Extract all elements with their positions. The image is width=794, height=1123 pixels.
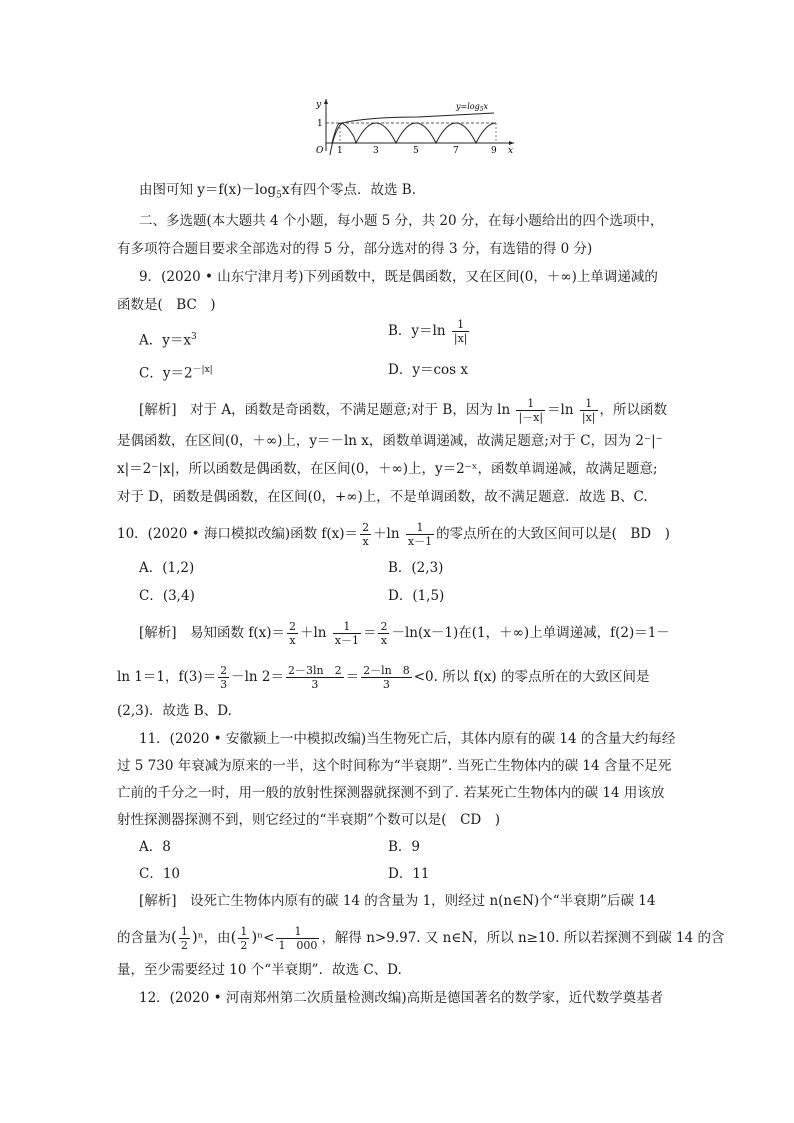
tick-5: 5 xyxy=(413,146,419,156)
q10-stem: 10．(2020 • 海口模拟改编)函数 f(x)＝ $\frac{2}{x}$ ＋ln $\frac{1}{x-1}$ 的零点所在的大致区间可以是( BD ) xyxy=(117,521,670,548)
q10-analysis-1: [解析] 易知函数 f(x)＝ $\frac{2}{x}$ ＋ln $\frac{1}{x-1}$ ＝ $\frac{2}{x}$ －ln(x－1)在(1，＋∞)上单调递减，f(2)＝1－ xyxy=(139,620,670,647)
tick-1: 1 xyxy=(337,146,343,156)
q10-option-b: B．(2,3) xyxy=(388,560,444,576)
y-axis-label: y xyxy=(316,100,322,110)
q9-analysis-4: 对于 D，函数是偶函数，在区间(0，+∞)上，不是单调函数，故不满足题意．故选 B、C. xyxy=(117,489,648,505)
curve-label: $y=\log_5x$ xyxy=(456,102,489,113)
q11-option-b: B．9 xyxy=(388,839,421,855)
origin-label: O xyxy=(316,146,324,156)
y-one-label: 1 xyxy=(317,119,323,129)
periodic-curve xyxy=(332,123,496,143)
log-curve xyxy=(330,113,494,155)
q9-stem: 9．(2020 • 山东宁津月考)下列函数中，既是偶函数，又在区间(0，＋∞)上单调递减的 xyxy=(139,269,658,285)
q10-analysis-3: (2,3)．故选 B、D. xyxy=(117,703,232,719)
q9-analysis-1: [解析] 对于 A，函数是奇函数，不满足题意;对于 B，因为 ln $\frac{1}{|-x|}$ ＝ln $\frac{1}{|x|}$ ，所以函数 xyxy=(139,397,667,424)
q11-stem-4: 射性探测器探测不到，则它经过的“半衰期”个数可以是( CD ) xyxy=(117,812,500,828)
section-heading: 二、多选题(本大题共 4 个小题，每小题 5 分，共 20 分，在每小题给出的四个选项中， xyxy=(139,213,664,229)
q11-option-c: C．10 xyxy=(139,866,181,882)
q11-analysis-1: [解析] 设死亡生物体内原有的碳 14 的含量为 1，则经过 n(n∈N)个“半衰期”后碳 14 xyxy=(139,893,656,909)
q9-stem-2: 函数是( BC ) xyxy=(117,297,216,313)
q11-stem-1: 11．(2020 • 安徽颍上一中模拟改编)当生物死亡后，其体内原有的碳 14 的含量大约每经 xyxy=(139,731,676,747)
q9-option-a: A．$y=x^3$ xyxy=(139,332,197,349)
q11-analysis-3: 量，至少需要经过 10 个“半衰期”．故选 C、D. xyxy=(117,962,402,978)
q9-analysis-2: 是偶函数，在区间(0，＋∞)上，y＝－ln x，函数单调递减，故满足题意;对于 C，因为 2⁻|⁻ xyxy=(117,433,663,449)
conclusion-line: 由图可知 $y=f(x)-\log_5x$有四个零点．故选 B. xyxy=(139,182,417,201)
q9-option-c: C．$y=2^{-|x|}$ xyxy=(139,365,213,382)
q9-option-b: B．y＝ln $\frac{1}{|x|}$ xyxy=(388,318,468,345)
q11-stem-2: 过 5 730 年衰减为原来的一半，这个时间称为“半衰期”. 当死亡生物体内的碳 14 含量不足死 xyxy=(117,758,672,774)
q11-option-d: D．11 xyxy=(388,866,430,882)
q9-option-d: D．y＝cos x xyxy=(388,362,468,378)
tick-7: 7 xyxy=(453,146,459,156)
q10-analysis-2: ln 1＝1，f(3)＝ $\frac{2}{3}$ －ln 2＝ $\frac{2-3\ln 2}{3}$ ＝ $\frac{2-\ln 8}{3}$ <0. 所以 f(x) 的零点所在的大致区间是 xyxy=(117,664,650,691)
q10-option-d: D．(1,5) xyxy=(388,588,445,604)
tick-3: 3 xyxy=(373,146,379,156)
q11-option-a: A．8 xyxy=(139,839,171,855)
section-note: 有多项符合题目要求全部选对的得 5 分，部分选对的得 3 分，有选错的得 0 分) xyxy=(117,241,593,257)
q12-stem: 12．(2020 • 河南郑州第二次质量检测改编)高斯是德国著名的数学家，近代数学奠基者 xyxy=(139,990,664,1006)
q10-option-c: C．(3,4) xyxy=(139,588,195,604)
x-axis-label: x xyxy=(508,146,514,156)
function-graph xyxy=(308,95,520,157)
tick-9: 9 xyxy=(491,146,497,156)
q11-analysis-2: 的含量为( $\frac{1}{2}$ )ⁿ，由( $\frac{1}{2}$ )ⁿ< $\frac{1}{1 000}$ ，解得 n>9.97. 又 n∈N，所以 n≥10. 所以若探测不到碳 14 的含 xyxy=(117,925,725,952)
q11-stem-3: 亡前的千分之一时，用一般的放射性探测器就探测不到了. 若某死亡生物体内的碳 14 用该放 xyxy=(117,785,665,801)
q9-analysis-3: x|＝2⁻|x|，所以函数是偶函数，在区间(0，＋∞)上，y＝2⁻ˣ，函数单调递减，故满足题意; xyxy=(117,461,658,477)
q10-option-a: A．(1,2) xyxy=(139,560,195,576)
